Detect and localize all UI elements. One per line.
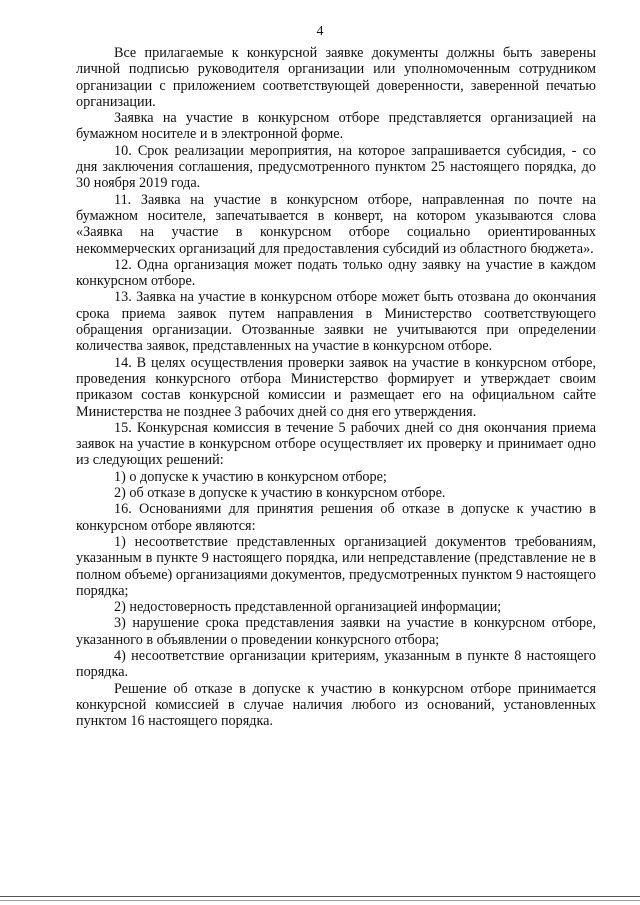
paragraph-15-review: 15. Конкурсная комиссия в течение 5 рабочих дней со дня окончания приема заявок на участие в конкурсном отборе осуществляет их проверку и принимает одно из следующих решений: — [76, 419, 596, 469]
list-item-ground-1: 1) несоответствие представленных организацией документов требованиям, указанным в пункте 9 настоящего порядка, или непредставление (представление не в полном объеме) организациями документов, предусмотренных пунктом 9 настоящего порядка; — [76, 533, 596, 599]
scan-edge-line — [0, 896, 640, 897]
paragraph-refusal-decision: Решение об отказе в допуске к участию в конкурсном отборе принимается конкурсной комиссией в случае наличия любого из оснований, установленных пунктом 16 настоящего порядка. — [76, 680, 596, 730]
paragraph-12-one-application: 12. Одна организация может подать только одну заявку на участие в каждом конкурсном отборе. — [76, 256, 596, 290]
paragraph-13-withdrawal: 13. Заявка на участие в конкурсном отборе может быть отозвана до окончания срока приема заявок путем направления в Министерство соответствующего обращения организации. Отозванные заявки не учитываются при определении количества заявок, представленных на участие в конкурсном отборе. — [76, 289, 596, 355]
paragraph-10-implementation-period: 10. Срок реализации мероприятия, на которое запрашивается субсидия, - со дня заключения соглашения, предусмотренного пунктом 25 настоящего порядка, до 30 ноября 2019 года. — [76, 142, 596, 192]
list-item-ground-4: 4) несоответствие организации критериям, указанным в пункте 8 настоящего порядка. — [76, 647, 596, 681]
list-item-ground-2: 2) недостоверность представленной организацией информации; — [114, 599, 502, 616]
list-item-ground-3: 3) нарушение срока представления заявки на участие в конкурсном отборе, указанного в объявлении о проведении конкурсного отбора; — [76, 615, 596, 648]
list-item-admission: 1) о допуске к участию в конкурсном отборе; — [114, 468, 387, 485]
paragraph-11-envelope: 11. Заявка на участие в конкурсном отборе, направленная по почте на бумажном носителе, запечатывается в конверт, на котором указываются слова «Заявка на участие в конкурсном отборе социально ориентированных некоммерческих организаций для предоставления субсидий из областного бюджета». — [76, 191, 596, 257]
paragraph-16-grounds: 16. Основаниями для принятия решения об отказе в допуске к участию в конкурсном отборе являются: — [76, 501, 596, 534]
document-body — [76, 45, 596, 729]
paragraph-14-commission: 14. В целях осуществления проверки заявок на участие в конкурсном отборе, проведения конкурсного отбора Министерство формирует и утверждает своим приказом состав конкурсной комиссии и размещает его на официальном сайте Министерства не позднее 3 рабочих дней со дня его утверждения. — [76, 354, 596, 420]
scan-edge-line-secondary — [0, 900, 640, 901]
list-item-refusal: 2) об отказе в допуске к участию в конкурсном отборе. — [114, 485, 446, 502]
paragraph-application-format: Заявка на участие в конкурсном отборе представляется организацией на бумажном носителе и в электронной форме. — [76, 110, 596, 143]
page-number: 4 — [316, 24, 324, 39]
paragraph-documents-certification: Все прилагаемые к конкурсной заявке документы должны быть заверены личной подписью руководителя организации или уполномоченным сотрудником организации с приложением соответствующей доверенности, заверенной печатью организации. — [76, 45, 596, 110]
